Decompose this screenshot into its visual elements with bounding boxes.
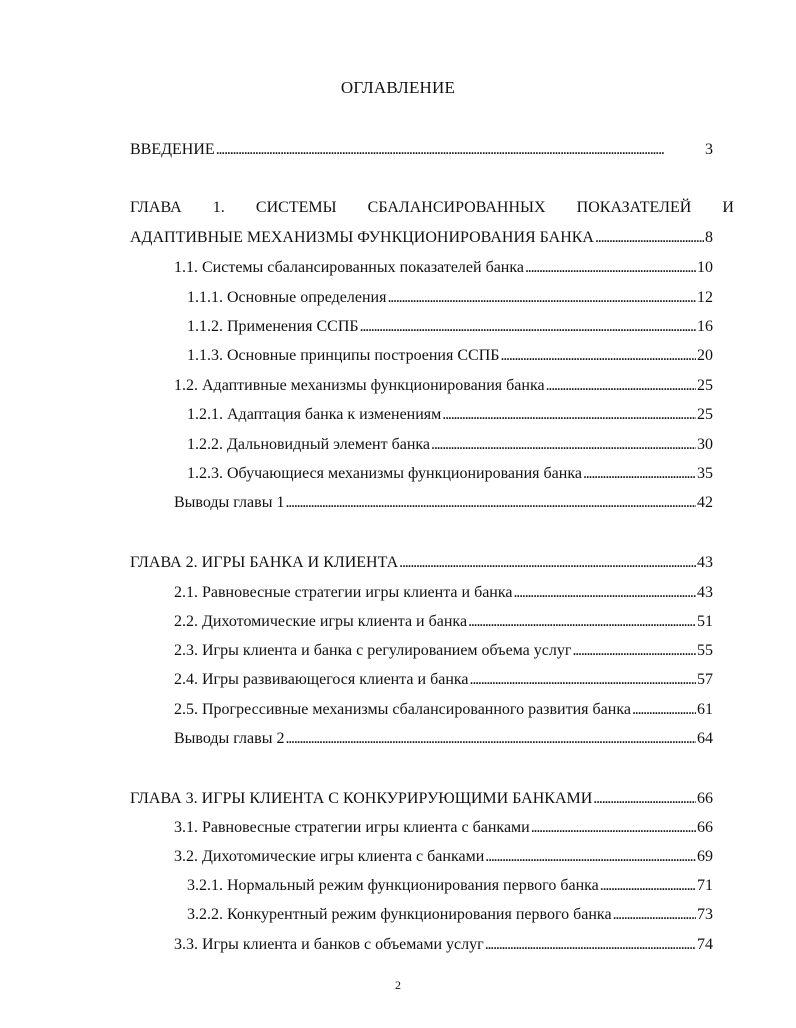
- toc-page: 74: [697, 936, 713, 953]
- toc-label: 3.2.2. Конкурентный режим функционирования первого банка: [187, 906, 612, 923]
- toc-page: 43: [697, 554, 713, 571]
- toc-page: 35: [697, 465, 713, 482]
- dot-leader: [285, 493, 696, 513]
- dot-leader: [514, 583, 697, 603]
- toc-page: 3: [705, 141, 713, 158]
- toc-entry-3-3: [174, 935, 713, 955]
- toc-page: 66: [697, 819, 713, 836]
- toc-entry-3-1: [174, 818, 713, 838]
- dot-leader: [399, 553, 696, 573]
- toc-page: 25: [697, 377, 713, 394]
- dot-leader: [583, 464, 696, 484]
- toc-entry-1-2: [174, 376, 713, 396]
- toc-entry-3-2: [174, 847, 713, 867]
- toc-label: 1.2.1. Адаптация банка к изменениям: [187, 406, 442, 423]
- chapter1-word: ГЛАВА: [130, 199, 182, 216]
- dot-leader: [387, 288, 696, 308]
- dot-leader: [500, 346, 696, 366]
- toc-entry-chapter1: [130, 228, 713, 248]
- toc-label: ГЛАВА 2. ИГРЫ БАНКА И КЛИЕНТА: [130, 554, 399, 571]
- toc-label: 2.5. Прогрессивные механизмы сбалансированного развития банка: [174, 701, 631, 718]
- toc-label: Выводы главы 2: [174, 730, 285, 747]
- toc-entry-1-2-2: [187, 435, 713, 455]
- toc-label: 1.1.1. Основные определения: [187, 289, 387, 306]
- toc-entry-chapter3: [130, 789, 713, 809]
- dot-leader: [216, 140, 704, 160]
- toc-entry-2-5: [174, 700, 713, 720]
- toc-page: 16: [697, 318, 713, 335]
- dot-leader: [600, 876, 696, 896]
- toc-label: 2.3. Игры клиента и банка с регулированием объема услуг: [174, 642, 572, 659]
- dot-leader: [470, 670, 696, 690]
- dot-leader: [632, 700, 696, 720]
- toc-label: 1.1. Системы сбалансированных показателей банка: [174, 259, 524, 276]
- toc-label: 2.4. Игры развивающегося клиента и банка: [174, 671, 469, 688]
- toc-entry-1-2-3: [187, 464, 713, 484]
- chapter1-word: И: [722, 199, 734, 216]
- toc-page: 43: [697, 584, 713, 601]
- toc-label: Выводы главы 1: [174, 494, 285, 511]
- toc-page: 51: [697, 613, 713, 630]
- toc-label: 1.1.3. Основные принципы построения ССПБ: [187, 347, 500, 364]
- dot-leader: [531, 818, 696, 838]
- toc-entry-2-2: [174, 612, 713, 632]
- chapter1-word: ПОКАЗАТЕЛЕЙ: [576, 199, 692, 216]
- toc-page: 73: [697, 906, 713, 923]
- toc-label: ВВЕДЕНИЕ: [130, 141, 215, 158]
- toc-page: 55: [697, 642, 713, 659]
- toc-entry-1-1-2: [187, 317, 713, 337]
- toc-page: 57: [697, 671, 713, 688]
- toc-page: 12: [697, 289, 713, 306]
- toc-entry-1-1-3: [187, 346, 713, 366]
- toc-label: 1.2.3. Обучающиеся механизмы функционирования банка: [187, 465, 582, 482]
- toc-label: 3.2.1. Нормальный режим функционирования первого банка: [187, 877, 599, 894]
- dot-leader: [593, 789, 696, 809]
- toc-entry-3-2-2: [187, 905, 713, 925]
- dot-leader: [468, 612, 696, 632]
- page-number: 2: [395, 978, 401, 992]
- toc-label: 3.1. Равновесные стратегии игры клиента с банками: [174, 819, 530, 836]
- toc-entry-conclusions-1: [174, 493, 713, 513]
- chapter1-word: СИСТЕМЫ: [255, 199, 337, 216]
- toc-label: 1.2.2. Дальновидный элемент банка: [187, 436, 431, 453]
- toc-heading: ОГЛАВЛЕНИЕ: [340, 78, 456, 97]
- dot-leader: [595, 228, 704, 248]
- dot-leader: [431, 435, 696, 455]
- toc-entry-2-3: [174, 641, 713, 661]
- toc-page: 64: [697, 730, 713, 747]
- toc-entry-1-1: [174, 258, 713, 278]
- toc-label: АДАПТИВНЫЕ МЕХАНИЗМЫ ФУНКЦИОНИРОВАНИЯ БАНКА: [130, 229, 594, 246]
- toc-label: 1.2. Адаптивные механизмы функционирования банка: [174, 377, 545, 394]
- toc-page: 69: [697, 848, 713, 865]
- dot-leader: [525, 258, 696, 278]
- toc-page: 10: [697, 259, 713, 276]
- toc-entry-2-1: [174, 583, 713, 603]
- toc-page: 61: [697, 701, 713, 718]
- toc-entry-3-2-1: [187, 876, 713, 896]
- toc-page: 66: [697, 790, 713, 807]
- toc-page: 8: [705, 229, 713, 246]
- dot-leader: [285, 729, 696, 749]
- toc-entry-1-1-1: [187, 288, 713, 308]
- toc-page: 25: [697, 406, 713, 423]
- toc-entry-2-4: [174, 670, 713, 690]
- dot-leader: [485, 847, 696, 867]
- toc-page: 20: [697, 347, 713, 364]
- toc-page: 30: [697, 436, 713, 453]
- toc-page: 71: [697, 877, 713, 894]
- dot-leader: [485, 935, 696, 955]
- toc-label: 2.2. Дихотомические игры клиента и банка: [174, 613, 468, 630]
- toc-label: 3.3. Игры клиента и банков с объемами услуг: [174, 936, 484, 953]
- toc-page: 42: [697, 494, 713, 511]
- chapter1-title-line1: [130, 198, 734, 218]
- dot-leader: [572, 641, 696, 661]
- toc-entry-intro: [130, 140, 713, 160]
- toc-label: 2.1. Равновесные стратегии игры клиента и банка: [174, 584, 513, 601]
- toc-label: 1.1.2. Применения ССПБ: [187, 318, 359, 335]
- chapter1-word: 1.: [212, 199, 225, 216]
- toc-entry-chapter2: [130, 553, 713, 573]
- dot-leader: [613, 905, 696, 925]
- dot-leader: [546, 376, 696, 396]
- toc-entry-conclusions-2: [174, 729, 713, 749]
- chapter1-word: СБАЛАНСИРОВАННЫХ: [367, 199, 546, 216]
- dot-leader: [360, 317, 696, 337]
- toc-entry-1-2-1: [187, 405, 713, 425]
- toc-label: ГЛАВА 3. ИГРЫ КЛИЕНТА С КОНКУРИРУЮЩИМИ БАНКАМИ: [130, 790, 593, 807]
- toc-label: 3.2. Дихотомические игры клиента с банками: [174, 848, 485, 865]
- dot-leader: [442, 405, 696, 425]
